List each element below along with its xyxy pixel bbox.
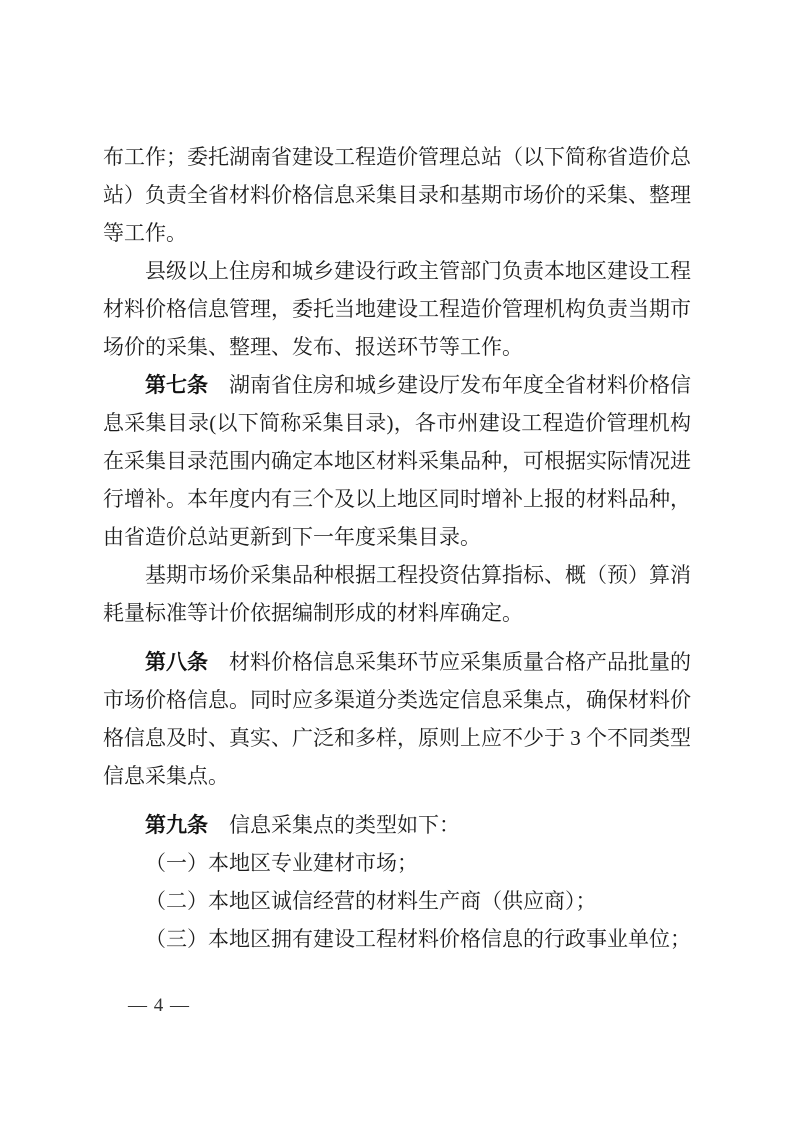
paragraph-text: 材料价格信息采集环节应采集质量合格产品批量的市场价格信息。同时应多渠道分类选定信息采集点，确保材料价格信息及时、真实、广泛和多样，原则上应不少于 3 个不同类型信息采集点。: [103, 650, 691, 788]
paragraph-text: 基期市场价采集品种根据工程投资估算指标、概（预）算消耗量标准等计价依据编制形成的材料库确定。: [103, 563, 691, 625]
paragraph-text: 信息采集点的类型如下：: [229, 813, 460, 837]
paragraph-text: （三）本地区拥有建设工程材料价格信息的行政事业单位；: [145, 927, 691, 951]
paragraph-text: 湖南省住房和城乡建设厅发布年度全省材料价格信息采集目录(以下简称采集目录)，各市州建设工程造价管理机构在采集目录范围内确定本地区材料采集品种，可根据实际情况进行增补。本年度内有三个及以上地区同时增补上报的材料品种，由省造价总站更新到下一年度采集目录。: [103, 373, 691, 549]
paragraph-continuation: [103, 138, 691, 252]
paragraph-article-8: [103, 643, 691, 795]
list-item-1: [103, 844, 691, 882]
list-item-3: [103, 920, 691, 958]
document-body: [103, 138, 691, 958]
paragraph: [103, 556, 691, 632]
paragraph-text: （一）本地区专业建材市场；: [145, 851, 418, 875]
list-item-2: [103, 882, 691, 920]
paragraph-text: 县级以上住房和城乡建设行政主管部门负责本地区建设工程材料价格信息管理，委托当地建设工程造价管理机构负责当期市场价的采集、整理、发布、报送环节等工作。: [103, 259, 691, 359]
clause-number: 第九条: [145, 813, 229, 837]
paragraph-text: 布工作；委托湖南省建设工程造价管理总站（以下简称省造价总站）负责全省材料价格信息采集目录和基期市场价的采集、整理等工作。: [103, 145, 691, 245]
paragraph-article-9: [103, 806, 691, 844]
clause-number: 第八条: [145, 650, 229, 674]
clause-number: 第七条: [145, 373, 229, 397]
page-number: — 4 —: [128, 995, 190, 1016]
paragraph: [103, 252, 691, 366]
paragraph-text: （二）本地区诚信经营的材料生产商（供应商）；: [145, 889, 597, 913]
paragraph-article-7: [103, 366, 691, 556]
